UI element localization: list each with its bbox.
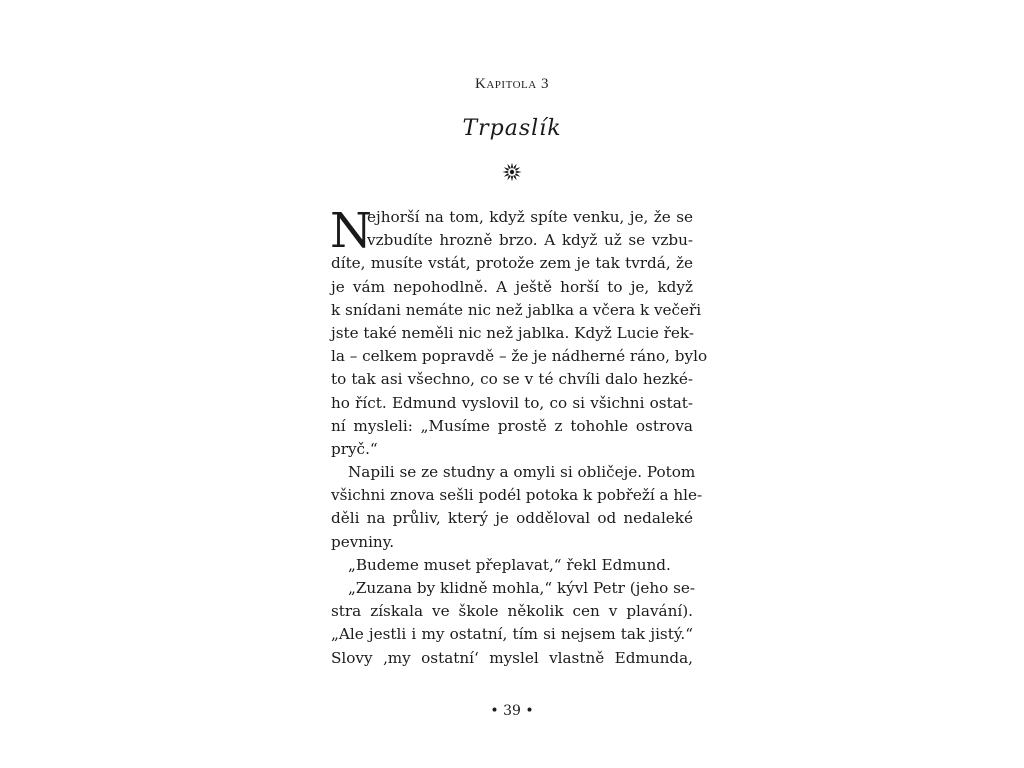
text-line: je vám nepohodlně. A ještě horší to je, když <box>331 277 693 296</box>
text-line: díte, musíte vstát, protože zem je tak tvrdá, že <box>331 254 693 273</box>
text-line: „Budeme muset přeplavat,“ řekl Edmund. <box>348 555 671 574</box>
chapter-title: Trpaslík <box>462 116 562 141</box>
text-line: pryč.“ <box>331 439 378 458</box>
text-line: děli na průliv, který je odděloval od nedaleké <box>331 509 693 528</box>
text-line: stra získala ve škole několik cen v plavání). <box>331 602 693 621</box>
text-line: „Ale jestli i my ostatní, tím si nejsem tak jistý.“ <box>331 625 693 644</box>
text-line: jste také neměli nic než jablka. Když Lucie řek- <box>331 323 694 342</box>
text-line: ní mysleli: „Musíme prostě z tohohle ostrova <box>331 416 693 435</box>
text-line: „Zuzana by klidně mohla,“ kývl Petr (jeho se- <box>348 579 695 597</box>
text-line: la – celkem popravdě – že je nádherné ráno, bylo <box>331 347 708 366</box>
star-ornament-icon <box>500 160 524 184</box>
text-line: Slovy ‚my ostatní‘ myslel vlastně Edmunda, <box>331 648 693 667</box>
body-text <box>330 203 708 670</box>
text-line: k snídani nemáte nic než jablka a včera k večeři <box>331 300 702 319</box>
text-line: pevniny. <box>331 532 395 551</box>
chapter-label: Kapitola 3 <box>475 76 549 92</box>
text-line: vzbudíte hrozně brzo. A když už se vzbu- <box>367 231 693 250</box>
text-line: všichni znova sešli podél potoka k pobřeží a hle- <box>331 486 703 505</box>
text-line: Napili se ze studny a omyli si obličeje. Potom <box>348 463 696 482</box>
page-number: • 39 • <box>490 703 534 719</box>
text-line: ho říct. Edmund vyslovil to, co si všichni ostat- <box>331 393 693 412</box>
text-line: ejhorší na tom, když spíte venku, je, že se <box>367 208 693 226</box>
text-line: to tak asi všechno, co se v té chvíli dalo hezké- <box>331 370 693 389</box>
drop-cap: N <box>330 203 372 259</box>
